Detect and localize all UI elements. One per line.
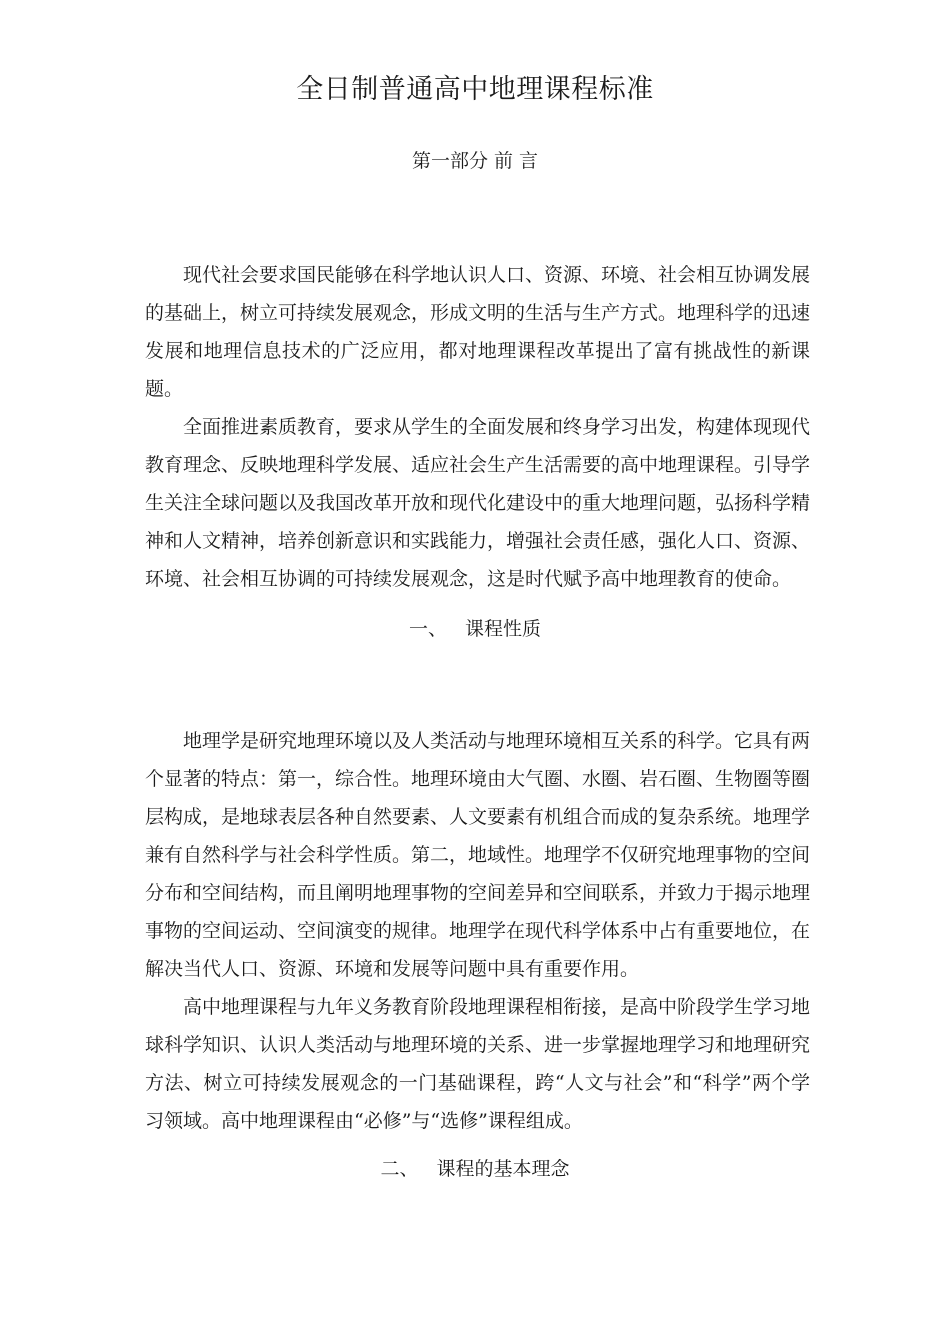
nature-section: [145, 722, 810, 1140]
section-heading-philosophy: [0, 1154, 950, 1184]
intro-paragraph-1: 现代社会要求国民能够在科学地认识人口、资源、环境、社会相互协调发展的基础上，树立可持续发展观念，形成文明的生活与生产方式。地理科学的迅速发展和地理信息技术的广泛应用，都对地理课程改革提出了富有挑战性的新课题。: [145, 264, 811, 400]
intro-section: [145, 256, 810, 598]
section-title: 课程性质: [465, 618, 542, 640]
section-number: 二、: [380, 1158, 419, 1180]
part-title: 第一部分 前 言: [411, 150, 539, 172]
document-title: 全日制普通高中地理课程标准: [296, 74, 654, 105]
intro-paragraph-2: 全面推进素质教育，要求从学生的全面发展和终身学习出发，构建体现现代教育理念、反映地理科学发展、适应社会生产生活需要的高中地理课程。引导学生关注全球问题以及我国改革开放和现代化建设中的重大地理问题，弘扬科学精神和人文精神，培养创新意识和实践能力，增强社会责任感，强化人口、资源、环境、社会相互协调的可持续发展观念，这是时代赋予高中地理教育的使命。: [145, 416, 811, 590]
nature-paragraph-1: 地理学是研究地理环境以及人类活动与地理环境相互关系的科学。它具有两个显著的特点：第一，综合性。地理环境由大气圈、水圈、岩石圈、生物圈等圈层构成，是地球表层各种自然要素、人文要素有机组合而成的复杂系统。地理学兼有自然科学与社会科学性质。第二，地域性。地理学不仅研究地理事物的空间分布和空间结构，而且阐明地理事物的空间差异和空间联系，并致力于揭示地理事物的空间运动、空间演变的规律。地理学在现代科学体系中占有重要地位，在解决当代人口、资源、环境和发展等问题中具有重要作用。: [145, 730, 811, 980]
section-number: 一、: [408, 618, 447, 640]
section-heading-nature: [0, 614, 950, 644]
nature-paragraph-2: 高中地理课程与九年义务教育阶段地理课程相衔接，是高中阶段学生学习地球科学知识、认识人类活动与地理环境的关系、进一步掌握地理学习和地理研究方法、树立可持续发展观念的一门基础课程，跨“人文与社会”和“科学”两个学习领域。高中地理课程由“必修”与“选修”课程组成。: [145, 996, 811, 1132]
section-title: 课程的基本理念: [436, 1158, 570, 1180]
